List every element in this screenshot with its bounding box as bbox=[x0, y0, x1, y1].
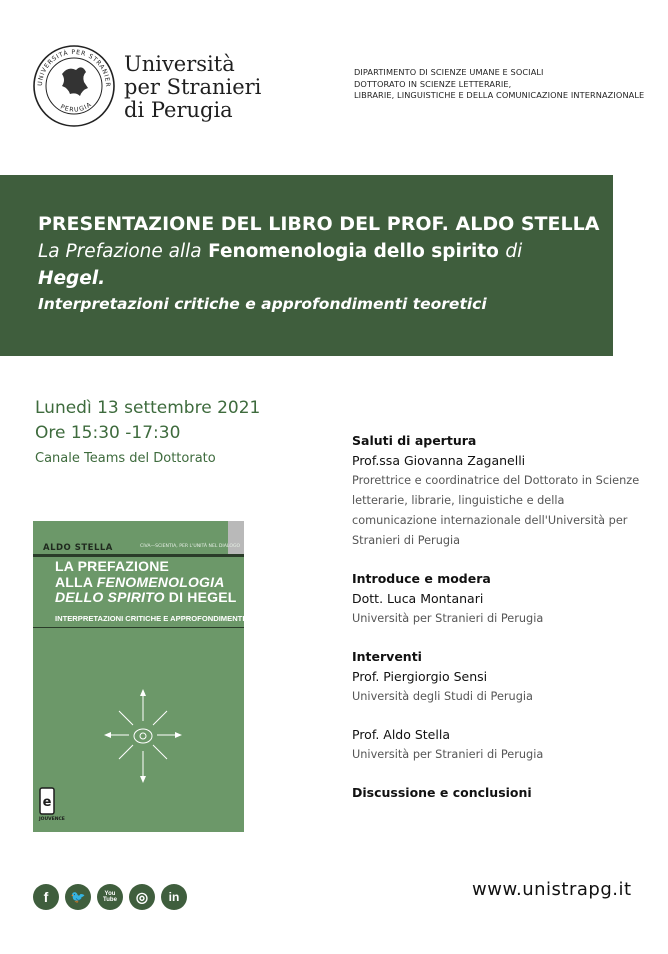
cover-subtitle: INTERPRETAZIONI CRITICHE E APPROFONDIMENTI TEORETICI bbox=[55, 614, 288, 623]
linkedin-icon[interactable] bbox=[161, 884, 187, 910]
event-date: Lunedì 13 settembre 2021 bbox=[35, 398, 261, 418]
department-line: DOTTORATO IN SCIENZE LETTERARIE, bbox=[354, 78, 512, 89]
book-series-name: CIVA—SCIENTIA, PER L'UNITÀ NEL DIALOGO bbox=[140, 544, 241, 549]
book-series-number: 2 bbox=[245, 544, 249, 549]
cover-title-part: FENOMENOLOGIA bbox=[96, 573, 225, 590]
speaker-affiliation: comunicazione internazionale dell'Università per bbox=[352, 514, 628, 527]
twitter-icon[interactable] bbox=[65, 884, 91, 910]
university-name-line: per Stranieri bbox=[124, 75, 262, 99]
section-heading: Saluti di apertura bbox=[352, 433, 477, 448]
divider bbox=[33, 554, 244, 557]
facebook-icon[interactable] bbox=[33, 884, 59, 910]
book-title bbox=[38, 238, 598, 292]
website-link[interactable]: www.unistrapg.it bbox=[472, 879, 632, 900]
event-program bbox=[352, 431, 652, 803]
social-links bbox=[33, 884, 187, 910]
event-channel: Canale Teams del Dottorato bbox=[35, 451, 216, 466]
publisher-name: JOUVENCE bbox=[39, 817, 65, 822]
speaker-affiliation: Università per Stranieri di Perugia bbox=[352, 748, 544, 761]
speaker-affiliation: Università per Stranieri di Perugia bbox=[352, 612, 544, 625]
svg-text:UNIVERSITÀ PER STRANIERI: UNIVERSITÀ PER STRANIER bbox=[36, 48, 112, 88]
event-time: Ore 15:30 -17:30 bbox=[35, 423, 181, 443]
speaker-affiliation: Università degli Studi di Perugia bbox=[352, 690, 533, 703]
department-info bbox=[354, 67, 644, 102]
book-title-part: Hegel. bbox=[38, 268, 106, 289]
social-glyph: You Tube bbox=[103, 891, 117, 903]
svg-text:e: e bbox=[42, 795, 52, 810]
cover-title-part: DI HEGEL bbox=[164, 589, 237, 605]
cover-title-line: LA PREFAZIONE bbox=[55, 558, 170, 574]
speaker-name: Dott. Luca Montanari bbox=[352, 591, 484, 606]
book-title-part: La Prefazione alla bbox=[38, 241, 202, 262]
speaker-name: Prof.ssa Giovanna Zaganelli bbox=[352, 453, 526, 468]
university-name-line: Università bbox=[124, 52, 235, 76]
publisher-logo bbox=[39, 787, 55, 815]
book-title-part: di bbox=[505, 241, 523, 262]
speaker-name: Prof. Piergiorgio Sensi bbox=[352, 669, 488, 684]
department-line: LIBRARIE, LINGUISTICHE E DELLA COMUNICAZIONE INTERNAZIONALE bbox=[354, 90, 645, 100]
youtube-icon[interactable] bbox=[97, 884, 123, 910]
social-glyph: ◎ bbox=[135, 888, 149, 905]
cover-title-part: DELLO SPIRITO bbox=[55, 589, 165, 605]
book-subtitle: Interpretazioni critiche e approfondimenti teoretici bbox=[38, 295, 487, 313]
social-glyph: 🐦 bbox=[70, 890, 86, 904]
department-line: DIPARTIMENTO DI SCIENZE UMANE E SOCIALI bbox=[354, 67, 544, 77]
section-heading: Introduce e modera bbox=[352, 571, 491, 586]
cover-title-part: ALLA bbox=[55, 573, 97, 590]
cover-arrows-diagram bbox=[103, 685, 183, 785]
social-glyph: in bbox=[168, 890, 180, 904]
speaker-affiliation: letterarie, librarie, linguistiche e della bbox=[352, 494, 565, 507]
cover-title bbox=[55, 559, 237, 606]
speaker-name: Prof. Aldo Stella bbox=[352, 727, 450, 742]
book-series bbox=[140, 544, 249, 549]
book-cover bbox=[33, 521, 288, 832]
section-heading: Discussione e conclusioni bbox=[352, 785, 532, 800]
series-number-tab bbox=[228, 521, 244, 555]
speaker-affiliation: Stranieri di Perugia bbox=[352, 534, 461, 547]
book-author: ALDO STELLA bbox=[43, 543, 113, 553]
event-title: PRESENTAZIONE DEL LIBRO DEL PROF. ALDO STELLA bbox=[38, 213, 600, 235]
title-banner bbox=[0, 175, 613, 356]
university-name bbox=[124, 53, 261, 122]
book-title-part: Fenomenologia dello spirito bbox=[201, 241, 506, 262]
instagram-icon[interactable] bbox=[129, 884, 155, 910]
university-seal-logo bbox=[32, 44, 116, 128]
section-heading: Interventi bbox=[352, 649, 422, 664]
university-name-line: di Perugia bbox=[124, 98, 233, 122]
divider bbox=[33, 627, 244, 628]
event-datetime bbox=[35, 396, 260, 446]
social-glyph: f bbox=[43, 889, 49, 905]
speaker-affiliation: Prorettrice e coordinatrice del Dottorato in Scienze bbox=[352, 474, 640, 487]
svg-text:PERUGIA: PERUGIA bbox=[59, 100, 94, 114]
